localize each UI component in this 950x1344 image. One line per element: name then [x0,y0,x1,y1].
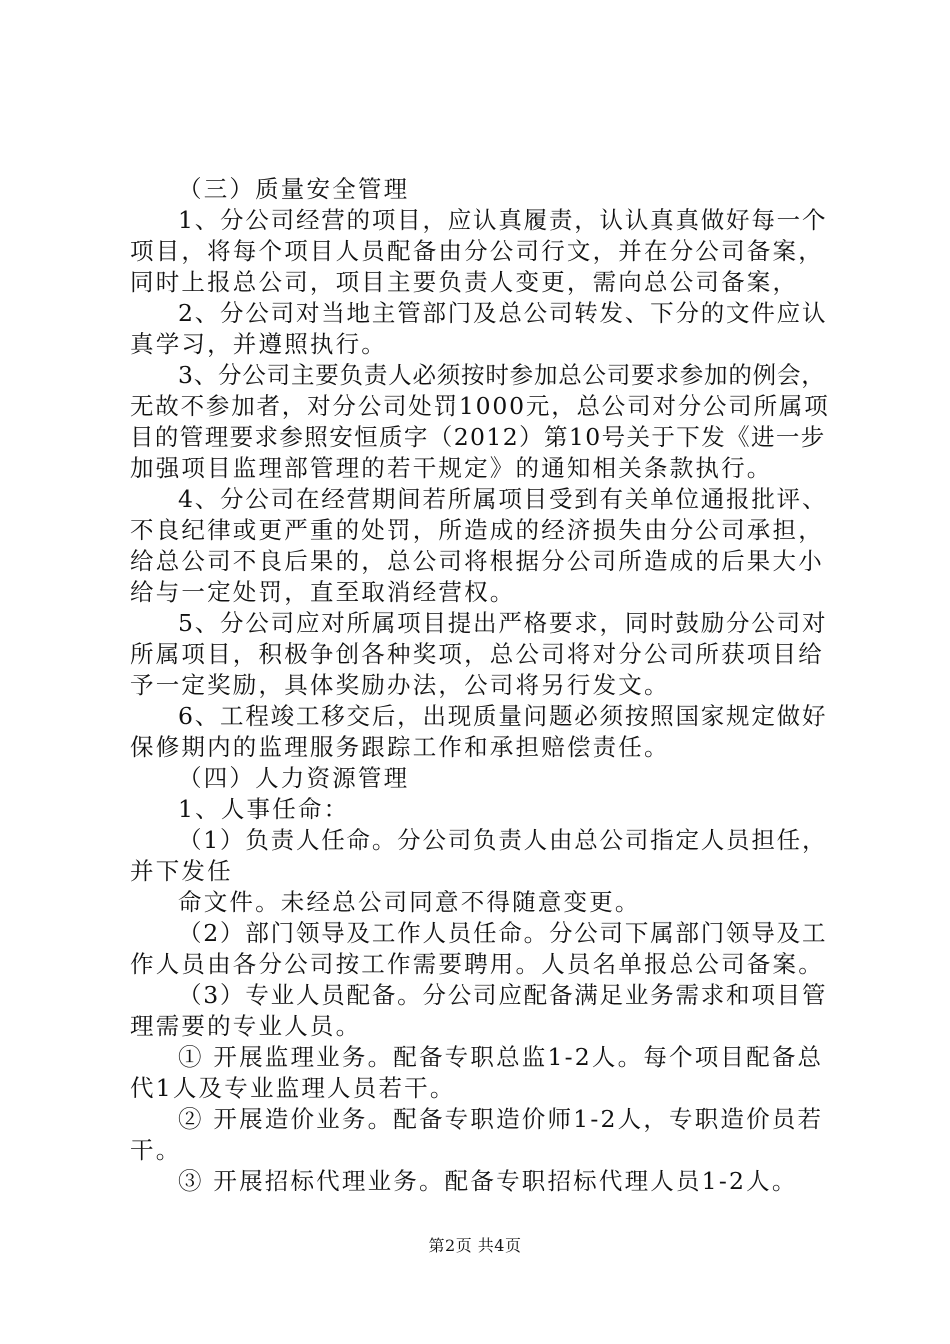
text-line: 干。 [130,1136,182,1164]
text-line: 作人员由各分公司按工作需要聘用。人员名单报总公司备案。 [130,950,824,978]
text-line: 1、人事任命： [178,795,350,823]
text-line: 理需要的专业人员。 [130,1012,362,1040]
text-line: （1）负责人任命。分公司负责人由总公司指定人员担任， [178,826,828,854]
page-number: 第2页 共4页 [428,1236,522,1255]
text-line: （2）部门领导及工作人员任命。分公司下属部门领导及工 [178,919,828,947]
text-line: 无故不参加者，对分公司处罚1000元，总公司对分公司所属项 [130,392,830,420]
text-line: 项目，将每个项目人员配备由分公司行文，并在分公司备案， [130,237,824,265]
text-line: （3）专业人员配备。分公司应配备满足业务需求和项目管 [178,981,828,1009]
text-line: 真学习，并遵照执行。 [130,330,387,358]
text-line: （三）质量安全管理 [178,175,410,203]
text-line: 2、分公司对当地主管部门及总公司转发、下分的文件应认 [178,299,828,327]
text-line: 予一定奖励，具体奖励办法，公司将另行发文。 [130,671,670,699]
text-line: 命文件。未经总公司同意不得随意变更。 [178,888,641,916]
text-line: ③ 开展招标代理业务。配备专职招标代理人员1-2人。 [178,1167,798,1195]
text-line: 给与一定处罚，直至取消经营权。 [130,578,516,606]
page-footer [0,1236,950,1256]
text-line: 保修期内的监理服务跟踪工作和承担赔偿责任。 [130,733,670,761]
text-line: 1、分公司经营的项目，应认真履责，认认真真做好每一个 [178,206,828,234]
text-line: 目的管理要求参照安恒质字（2012）第10号关于下发《进一步 [130,423,826,451]
text-line: ① 开展监理业务。配备专职总监1-2人。每个项目配备总 [178,1043,824,1071]
text-line: 并下发任 [130,857,233,885]
text-line: 6、工程竣工移交后，出现质量问题必须按照国家规定做好 [178,702,828,730]
text-line: 5、分公司应对所属项目提出严格要求，同时鼓励分公司对 [178,609,828,637]
text-line: 不良纪律或更严重的处罚，所造成的经济损失由分公司承担， [130,516,824,544]
text-line: 加强项目监理部管理的若干规定》的通知相关条款执行。 [130,454,773,482]
text-line: 同时上报总公司，项目主要负责人变更，需向总公司备案， [130,268,799,296]
text-line: ② 开展造价业务。配备专职造价师1-2人，专职造价员若 [178,1105,824,1133]
text-line: 所属项目，积极争创各种奖项，总公司将对分公司所获项目给 [130,640,824,668]
text-line: 给总公司不良后果的，总公司将根据分公司所造成的后果大小 [130,547,824,575]
text-line: 3、分公司主要负责人必须按时参加总公司要求参加的例会， [178,361,826,389]
text-line: （四）人力资源管理 [178,764,410,792]
document-body [130,174,830,1197]
text-line: 4、分公司在经营期间若所属项目受到有关单位通报批评、 [178,485,828,513]
text-line: 代1人及专业监理人员若干。 [130,1074,456,1102]
